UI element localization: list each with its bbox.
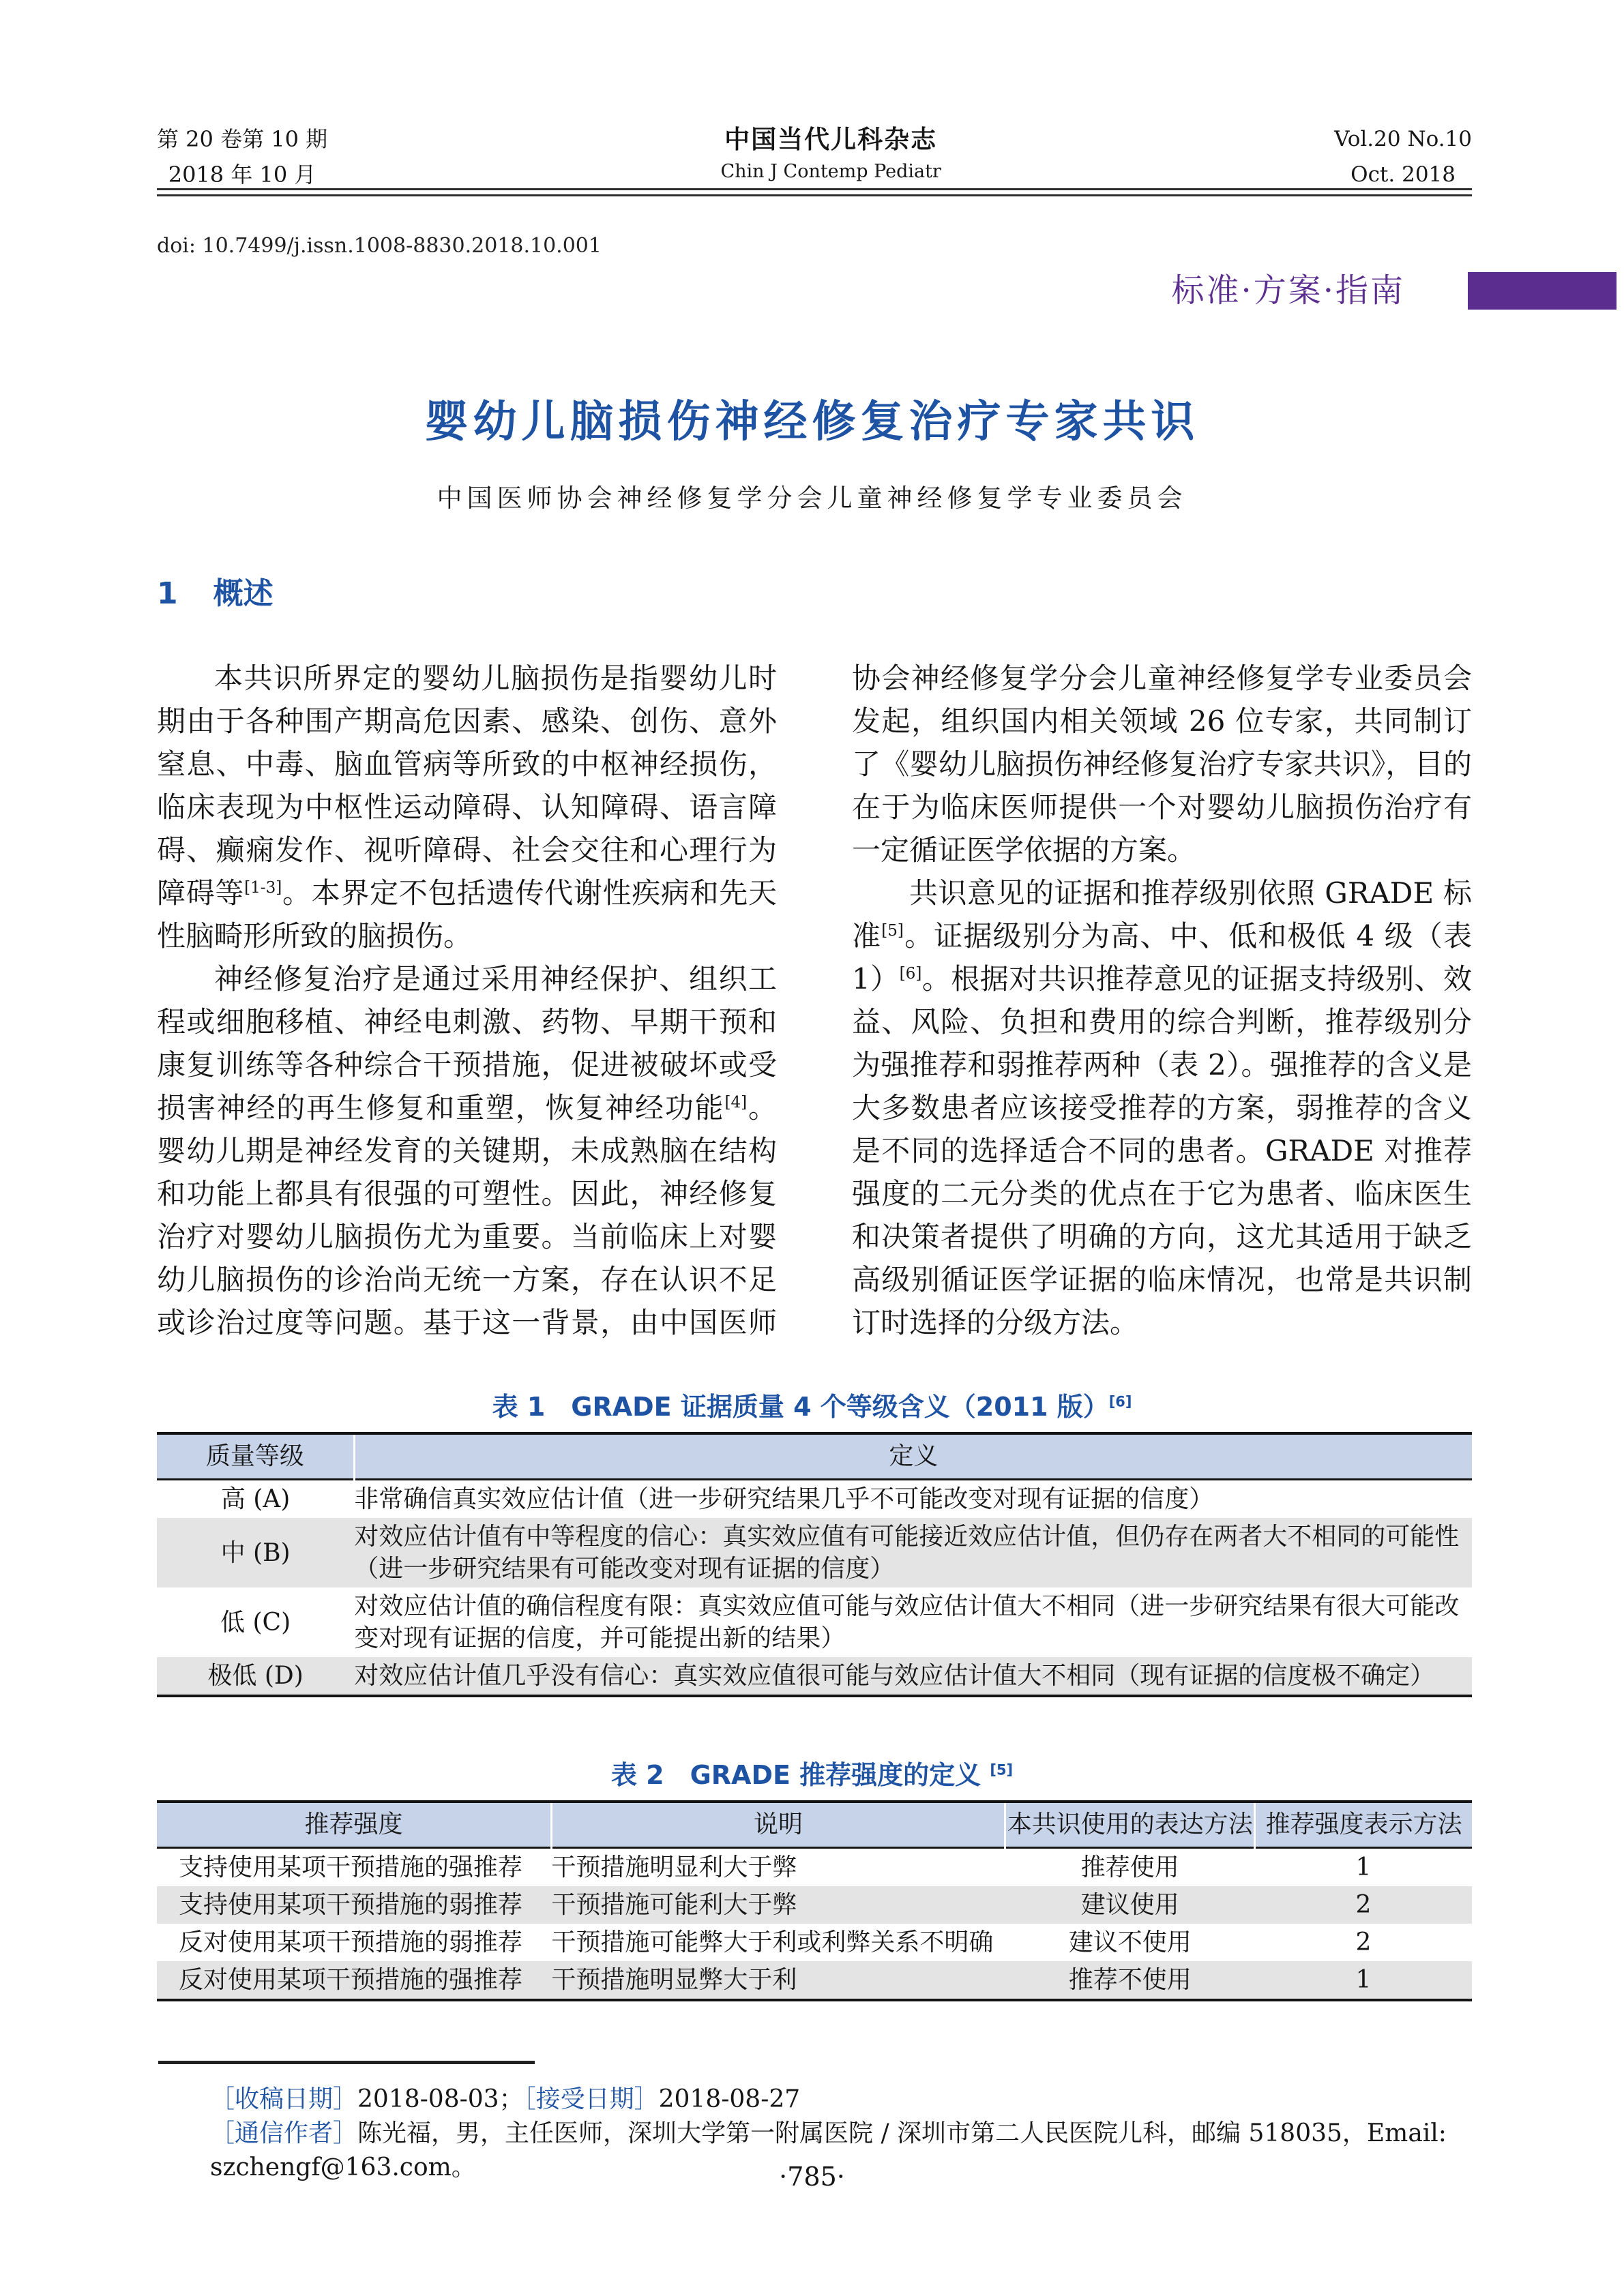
table2-caption [0,1758,1624,1792]
table-cell: 极低 (D) [207,1662,304,1690]
text-segment: 。本界定不包括遗传代谢性疾病和先天性脑畸形所致的脑损伤。 [157,876,777,953]
table-row [157,1924,1472,1961]
table1-header-grade: 质量等级 [205,1442,304,1470]
article-title: 婴幼儿脑损伤神经修复治疗专家共识 [424,396,1200,447]
text-segment: 表 2 GRADE 推荐强度的定义 [610,1760,990,1790]
table-row [157,1961,1472,2000]
table-cell: 建议不使用 [1068,1928,1192,1956]
issue-date-cn: 2018 年 10 月 [168,162,316,188]
text-segment: ［收稿日期］ [210,2085,358,2113]
table2-header-strength: 推荐强度 [304,1810,403,1838]
superscript-ref: [5] [990,1761,1014,1778]
text-segment: ［接受日期］ [523,2085,659,2113]
paragraph [157,657,777,957]
table-cell: 高 (A) [220,1485,291,1513]
table-cell: 干预措施明显弊大于利 [551,1966,797,1994]
superscript-ref: [1-3] [244,879,282,897]
text-segment: 表 1 GRADE 证据质量 4 个等级含义（2011 版） [492,1392,1109,1422]
table-cell: 非常确信真实效应估计值（进一步研究结果几乎不可能改变对现有证据的信度） [354,1485,1214,1513]
table-cell: 1 [1355,1853,1372,1881]
body-text-columns [157,657,1472,1349]
superscript-ref: [6] [899,965,922,983]
text-segment: 陈光福，男，主任医师，深圳大学第一附属医院 / 深圳市第二人民医院儿科，邮编 518035，Email: szchengf@163.com。 [210,2119,1447,2181]
table-cell: 2 [1355,1891,1372,1919]
paragraph [852,871,1472,1344]
table-cell: 支持使用某项干预措施的强推荐 [179,1853,523,1881]
table-cell: 对效应估计值几乎没有信心：真实效应值很可能与效应估计值大不相同（现有证据的信度极不确定） [354,1662,1435,1690]
table-cell: 干预措施明显利大于弊 [551,1853,797,1881]
text-segment: 。证据级别分为高、中、低和极低 4 级（表 1） [852,919,1472,996]
superscript-ref: [5] [881,922,904,940]
text-segment: 2018-08-27 [658,2085,801,2113]
text-segment: 2018-08-03； [357,2085,524,2113]
received-accepted-dates [210,2083,1480,2117]
table-cell: 2 [1355,1928,1372,1956]
column-banner [1171,271,1616,310]
issue-info [157,124,327,190]
section-title: 概述 [213,576,274,611]
footnote-rule [158,2061,535,2064]
table-cell: 低 (C) [220,1608,291,1637]
header-double-rule [157,188,1472,196]
table-cell: 反对使用某项干预措施的强推荐 [179,1966,523,1994]
table-row [157,1657,1472,1696]
banner-color-block [1468,272,1616,310]
text-segment: 本共识所界定的婴幼儿脑损伤是指婴幼儿时期由于各种围产期高危因素、感染、创伤、意外窒息、中毒、脑血管病等所致的中枢神经损伤，临床表现为中枢性运动障碍、认知障碍、语言障碍、癫痫发作、视听障碍、社会交往和心理行为障碍等 [157,661,777,910]
journal-running-head [157,124,1472,190]
table2-header-mark: 推荐强度表示方法 [1255,1802,1472,1848]
table1-header-definition: 定义 [354,1433,1472,1480]
section-number: 1 [157,576,178,611]
journal-name [720,124,941,184]
table-row [157,1886,1472,1924]
journal-name-cn: 中国当代儿科杂志 [724,124,938,154]
volume-info-en [1334,124,1472,190]
table2-body [157,1848,1472,2001]
table-cell: 支持使用某项干预措施的弱推荐 [179,1891,523,1919]
table1-caption [0,1390,1624,1424]
banner-label: 标准·方案·指南 [1171,271,1405,310]
date-en: Oct. 2018 [1350,162,1456,187]
text-segment: 。婴幼儿期是神经发育的关键期，未成熟脑在结构和功能上都具有很强的可塑性。因此，神经修复治疗对婴幼儿脑损伤尤为重要。当前临床上对婴幼儿脑损伤的诊治尚无统一方案，存在认识不足或诊治过度等问题。基于这一背景，由中国医师协会神经修复学分会儿童神经修复学专业委员会发起，组织国内相关领域 26 位专家，共同制订了《婴幼儿脑损伤神经修复治疗专家共识》，目的在于为临床医师提供一个对婴幼儿脑损伤治疗有一定循证医学依据的方案。 [157,661,1472,1339]
text-segment: 。根据对共识推荐意见的证据支持级别、效益、风险、负担和费用的综合判断，推荐级别分为强推荐和弱推荐两种（表 2）。强推荐的含义是大多数患者应该接受推荐的方案，弱推荐的含义是不同的选择适合不同的患者。GRADE 对推荐强度的二元分类的优点在于它为患者、临床医生和决策者提供了明确的方向，这尤其适用于缺乏高级别循证医学证据的临床情况，也常是共识制订时选择的分级方法。 [852,962,1472,1339]
section-heading [157,576,274,612]
table-row [157,1518,1472,1587]
table2-header-row [157,1802,1472,1848]
superscript-ref: [4] [724,1094,748,1112]
volume-en: Vol.20 No.10 [1334,127,1472,151]
table2-header-expression: 本共识使用的表达方法 [1005,1802,1255,1848]
table-cell: 干预措施可能利大于弊 [551,1891,797,1919]
text-segment: 共识意见的证据和推荐级别依照 GRADE 标准 [852,876,1472,953]
table-cell: 推荐使用 [1080,1853,1179,1881]
table-row [157,1480,1472,1519]
table-cell: 对效应估计值有中等程度的信心：真实效应值有可能接近效应估计值，但仍存在两者大不相同的可能性（进一步研究结果有可能改变对现有证据的信度） [354,1523,1460,1583]
table-cell: 干预措施可能弊大于利或利弊关系不明确 [551,1928,994,1956]
table1-body [157,1480,1472,1697]
table-row [157,1848,1472,1887]
table1-header-row [157,1433,1472,1480]
page-number: ·785· [779,2162,845,2192]
journal-name-en: Chin J Contemp Pediatr [720,161,941,182]
table-cell: 对效应估计值的确信程度有限：真实效应值可能与效应估计值大不相同（进一步研究结果有很大可能改变对现有证据的信度，并可能提出新的结果） [354,1592,1460,1652]
superscript-ref: [6] [1108,1393,1132,1410]
table1-grade-evidence-quality [157,1432,1472,1697]
volume-issue: 第 20 卷第 10 期 [157,126,328,152]
table2-grade-recommendation-strength [157,1800,1472,2001]
text-segment: 神经修复治疗是通过采用神经保护、组织工程或细胞移植、神经电刺激、药物、早期干预和康复训练等各种综合干预措施，促进被破坏或受损害神经的再生修复和重塑，恢复神经功能 [157,962,777,1124]
table2-header-note: 说明 [551,1802,1005,1848]
table-cell: 推荐不使用 [1068,1966,1192,1994]
author-affiliation: 中国医师协会神经修复学分会儿童神经修复学专业委员会 [437,483,1187,513]
table-cell: 中 (B) [220,1538,291,1567]
text-segment: ［通信作者］ [210,2119,358,2147]
table-cell: 反对使用某项干预措施的弱推荐 [179,1928,523,1956]
table-row [157,1587,1472,1657]
table-cell: 建议使用 [1080,1891,1179,1919]
doi-line: doi: 10.7499/j.issn.1008-8830.2018.10.001 [157,234,602,258]
table-cell: 1 [1355,1966,1372,1994]
